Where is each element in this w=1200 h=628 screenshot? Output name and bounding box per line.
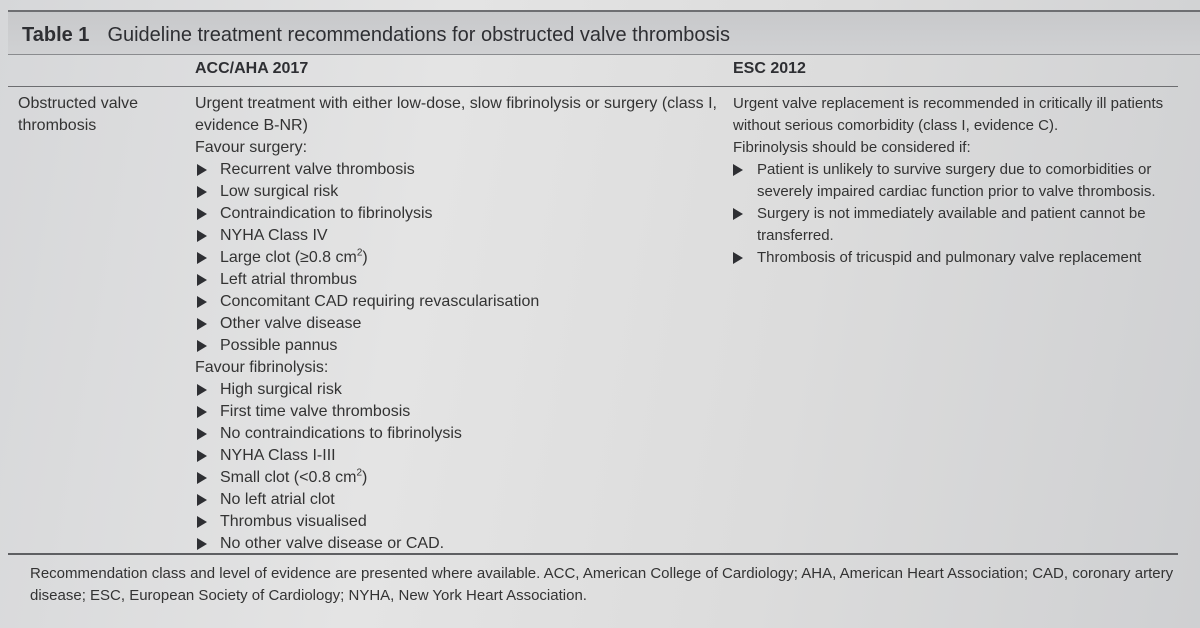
table-title-text: Guideline treatment recommendations for obstructed valve thrombosis [107,24,730,46]
triangle-right-icon [197,472,207,484]
triangle-right-icon [197,406,207,418]
list-item [197,423,715,445]
list-item-text: First time valve thrombosis [220,403,411,420]
triangle-right-icon [733,252,743,264]
favour-surgery-label: Favour surgery: [195,139,308,156]
triangle-right-icon [733,164,743,176]
favour-fibrinolysis-label: Favour fibrinolysis: [195,359,329,376]
triangle-right-icon [197,274,207,286]
list-item [197,467,715,489]
closing-paren: ) [362,249,368,266]
list-item-line: Surgery is not immediately available and patient cannot be [757,205,1146,222]
list-item-text: Contraindication to fibrinolysis [220,205,433,222]
list-item [197,159,715,181]
superscript: 2 [356,467,363,479]
list-item [197,511,715,533]
list-item-line: transferred. [757,227,834,244]
table-title-bar [8,10,1200,55]
list-item-text: NYHA Class IV [220,227,328,244]
list-item [733,247,1163,269]
list-item-text: No contraindications to fibrinolysis [220,425,462,442]
list-item-text: Possible pannus [220,337,338,354]
triangle-right-icon [197,384,207,396]
esc-intro-line: Urgent valve replacement is recommended in critically ill patients [733,95,1164,112]
list-item-line: Patient is unlikely to survive surgery due to comorbidities or [757,161,1152,178]
triangle-right-icon [197,450,207,462]
list-item-text: Left atrial thrombus [220,271,357,288]
list-item [197,533,715,555]
acc-intro-line: Urgent treatment with either low-dose, slow fibrinolysis or surgery (class I, [195,95,717,112]
esc-intro-line: without serious comorbidity (class I, evidence C). [733,117,1059,134]
list-item [197,379,715,401]
triangle-right-icon [197,230,207,242]
list-item [197,313,715,335]
list-item [197,225,715,247]
list-item-text: Low surgical risk [220,183,339,200]
list-item-text: High surgical risk [220,381,342,398]
triangle-right-icon [197,516,207,528]
superscript: 2 [356,247,363,259]
triangle-right-icon [197,494,207,506]
list-item-text [757,159,1156,203]
triangle-right-icon [197,340,207,352]
list-item [197,335,715,357]
list-item [197,489,715,511]
esc-cell [733,93,1163,269]
list-item [197,247,715,269]
list-item-text: Recurrent valve thrombosis [220,161,415,178]
list-item-text: Other valve disease [220,315,362,332]
list-item [197,181,715,203]
triangle-right-icon [733,208,743,220]
bottom-rule [8,553,1178,555]
list-item-line: severely impaired cardiac function prior to valve thrombosis. [757,183,1156,200]
triangle-right-icon [197,296,207,308]
acc-aha-cell [195,93,715,555]
fibrinolysis-label: Fibrinolysis should be considered if: [733,139,971,156]
list-item [197,401,715,423]
small-clot-text: Small clot (<0.8 cm [220,469,357,486]
list-item-text [757,247,1141,269]
list-item [197,291,715,313]
acc-intro-line: evidence B-NR) [195,117,308,134]
triangle-right-icon [197,428,207,440]
list-item-text: No left atrial clot [220,491,335,508]
list-item [197,203,715,225]
list-item-text [220,467,367,489]
row-label-line: Obstructed valve [18,95,139,112]
triangle-right-icon [197,208,207,220]
column-header-acc-aha: ACC/AHA 2017 [195,60,309,77]
footnote-line: Recommendation class and level of evidence are presented where available. ACC, American College of Cardiology; AHA, American Heart Association; CAD, coronary artery [30,565,1174,582]
list-item [733,159,1163,203]
table-number: Table 1 [22,24,90,46]
list-item-text: Thrombus visualised [220,513,367,530]
list-item [733,203,1163,247]
row-label [18,93,178,137]
list-item-text: No other valve disease or CAD. [220,535,445,552]
large-clot-text: Large clot (≥0.8 cm [220,249,357,266]
column-header-esc: ESC 2012 [733,60,806,77]
triangle-right-icon [197,186,207,198]
list-item-text [757,203,1146,247]
list-item-text: Concomitant CAD requiring revascularisation [220,293,540,310]
footnote-line: disease; ESC, European Society of Cardiology; NYHA, New York Heart Association. [30,587,587,604]
list-item-text [220,247,368,269]
table-title [22,24,730,47]
triangle-right-icon [197,538,207,550]
closing-paren: ) [362,469,368,486]
triangle-right-icon [197,318,207,330]
row-label-line: thrombosis [18,117,97,134]
list-item [197,269,715,291]
triangle-right-icon [197,252,207,264]
list-item-line: Thrombosis of tricuspid and pulmonary valve replacement [757,249,1142,266]
list-item-text: NYHA Class I-III [220,447,336,464]
table-footnote [30,563,1180,607]
header-rule [8,86,1178,87]
list-item [197,445,715,467]
triangle-right-icon [197,164,207,176]
